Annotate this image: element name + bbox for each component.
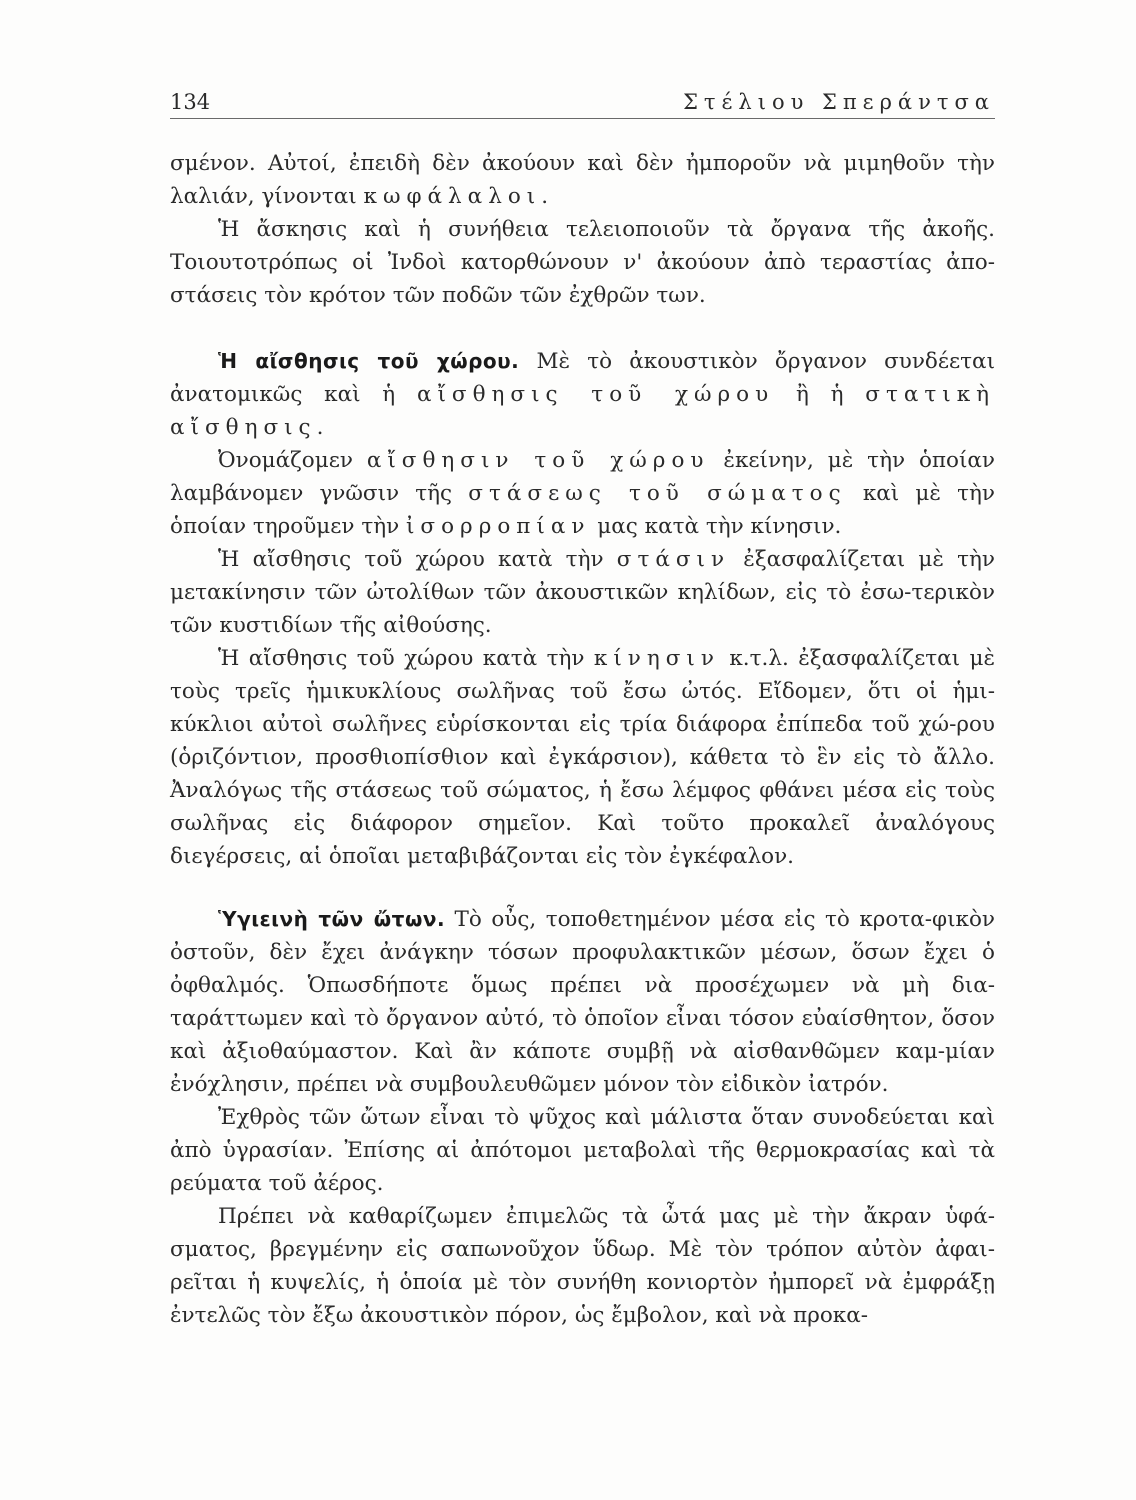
text-segment: καὶ μὲ τὴν ὁποίαν τηροῦμεν τὴν [170, 481, 995, 539]
text-segment: σμένον. Αὐτοί, ἐπειδὴ δὲν ἀκούουν καὶ δὲν ἠμποροῦν νὰ μιμηθοῦν τὴν λαλιάν, γίνονται [170, 151, 995, 209]
text-segment: Ἡ αἴσθησις τοῦ χώρου κατὰ τὴν [218, 646, 594, 671]
running-title: Στέλιου Σπεράντσα [683, 90, 995, 114]
paragraph-hearing-practice [170, 213, 995, 312]
paragraph-ear-cleaning [170, 1200, 995, 1332]
paragraph-static [170, 543, 995, 642]
text-segment: . [541, 184, 549, 209]
text-segment: Πρέπει νὰ καθαρίζωμεν ἐπιμελῶς τὰ ὦτά μας μὲ τὴν ἄκραν ὑφά-σματος, βρεγμένην εἰς σαπωνοῦχον ὕδωρ. Μὲ τὸν τρόπον αὐτὸν ἀφαι-ρεῖται ἡ κυψελίς, ἡ ὁποία μὲ τὸν συνήθη κονιορτὸν ἠμπορεῖ νὰ ἐμφράξῃ ἐντελῶς τὸν ἔξω ἀκουστικὸν πόρον, ὡς ἔμβολον, καὶ νὰ προκα- [170, 1204, 995, 1328]
page-body [170, 147, 995, 1332]
spaced-term: στάσεως τοῦ σώματος [468, 481, 847, 506]
paragraph-definition [170, 444, 995, 543]
paragraph-ear-hygiene [170, 903, 995, 1101]
text-segment: μας κατὰ τὴν κίνησιν. [590, 514, 842, 539]
text-segment: ἢ ἡ [774, 382, 866, 407]
text-segment: ἐκείνην, μὲ τὴν ὁποίαν λαμβάνομεν γνῶσιν τῆς [170, 448, 995, 506]
spaced-term: ἰσορροπίαν [406, 514, 591, 539]
text-segment: Τὸ οὖς, τοποθετημένον μέσα εἰς τὸ κροτα-φικὸν ὀστοῦν, δὲν ἔχει ἀνάγκην τόσων προφυλακτικῶν μέσων, ὅσων ἔχει ὁ ὀφθαλμός. Ὁπωσδήποτε ὅμως πρέπει νὰ προσέχωμεν νὰ μὴ δια-ταράττωμεν καὶ τὸ ὄργανον αὐτό, τὸ ὁποῖον εἶναι τόσον εὐαίσθητον, ὅσον καὶ ἀξιοθαύμαστον. Καὶ ἂν κάποτε συμβῇ νὰ αἰσθανθῶμεν καμ-μίαν ἐνόχλησιν, πρέπει νὰ συμβουλευθῶμεν μόνον τὸν εἰδικὸν ἰατρόν. [170, 907, 995, 1097]
text-segment: Ἡ αἴσθησις τοῦ χώρου κατὰ τὴν [218, 547, 617, 572]
spaced-term: αἴσθησιν τοῦ χώρου [366, 448, 710, 473]
text-segment: Ὀνομάζομεν [218, 448, 367, 473]
spaced-term: στάσιν [616, 547, 731, 572]
text-segment: Ἐχθρὸς τῶν ὤτων εἶναι τὸ ψῦχος καὶ μάλιστα ὅταν συνοδεύεται καὶ ἀπὸ ὑγρασίαν. Ἐπίσης αἱ ἀπότομοι μεταβολαὶ τῆς θερμοκρασίας καὶ τὰ ρεύματα τοῦ ἀέρος. [170, 1105, 995, 1196]
section-heading: Ὑγιεινὴ τῶν ὤτων. [218, 907, 446, 931]
text-segment: Μὲ τὸ ἀκουστικὸν ὄργανον συνδέεται ἀνατομικῶς καὶ ἡ [170, 349, 995, 407]
paragraph-motion [170, 642, 995, 873]
paragraph-ear-enemies [170, 1101, 995, 1200]
spaced-term: κίνησιν [593, 646, 720, 671]
spaced-term: κωφάλαλοι [363, 184, 542, 209]
text-segment: κ.τ.λ. ἐξασφαλίζεται μὲ τοὺς τρεῖς ἡμικυκλίους σωλῆνας τοῦ ἔσω ὠτός. Εἴδομεν, ὅτι οἱ ἡμι-κύκλιοι αὐτοὶ σωλῆνες εὑρίσκονται εἰς τρία διάφορα ἐπίπεδα τοῦ χώ-ρου (ὁριζόντιον, προσθιοπίσθιον καὶ ἐγκάρσιον), κάθετα τὸ ἓν εἰς τὸ ἄλλο. Ἀναλόγως τῆς στάσεως τοῦ σώματος, ἡ ἔσω λέμφος φθάνει μέσα εἰς τοὺς σωλῆνας εἰς διάφορον σημεῖον. Καὶ τοῦτο προκαλεῖ ἀναλόγους διεγέρσεις, αἱ ὁποῖαι μεταβιβάζονται εἰς τὸν ἐγκέφαλον. [170, 646, 996, 869]
spaced-term: αἴσθησις τοῦ χώρου [416, 382, 775, 407]
paragraph-sense-of-space [170, 345, 995, 444]
text-segment: ἐξασφαλίζεται μὲ τὴν μετακίνησιν τῶν ὠτολίθων τῶν ἀκουστικῶν κηλίδων, εἰς τὸ ἐσω-τερικὸν τῶν κυστιδίων τῆς αἰθούσης. [170, 547, 995, 638]
text-segment: . [316, 415, 324, 440]
page-header [170, 86, 995, 119]
paragraph-continuation [170, 147, 995, 213]
spaced-term: στατικὴ αἴσθησις [170, 382, 996, 440]
text-segment: Ἡ ἄσκησις καὶ ἡ συνήθεια τελειοποιοῦν τὰ ὄργανα τῆς ἀκοῆς. Τοιουτοτρόπως οἱ Ἰνδοὶ κατορθώνουν ν' ἀκούουν ἀπὸ τεραστίας ἀπο-στάσεις τὸν κρότον τῶν ποδῶν τῶν ἐχθρῶν των. [170, 217, 995, 308]
section-heading: Ἡ αἴσθησις τοῦ χώρου. [218, 349, 520, 373]
page-number: 134 [170, 90, 211, 114]
